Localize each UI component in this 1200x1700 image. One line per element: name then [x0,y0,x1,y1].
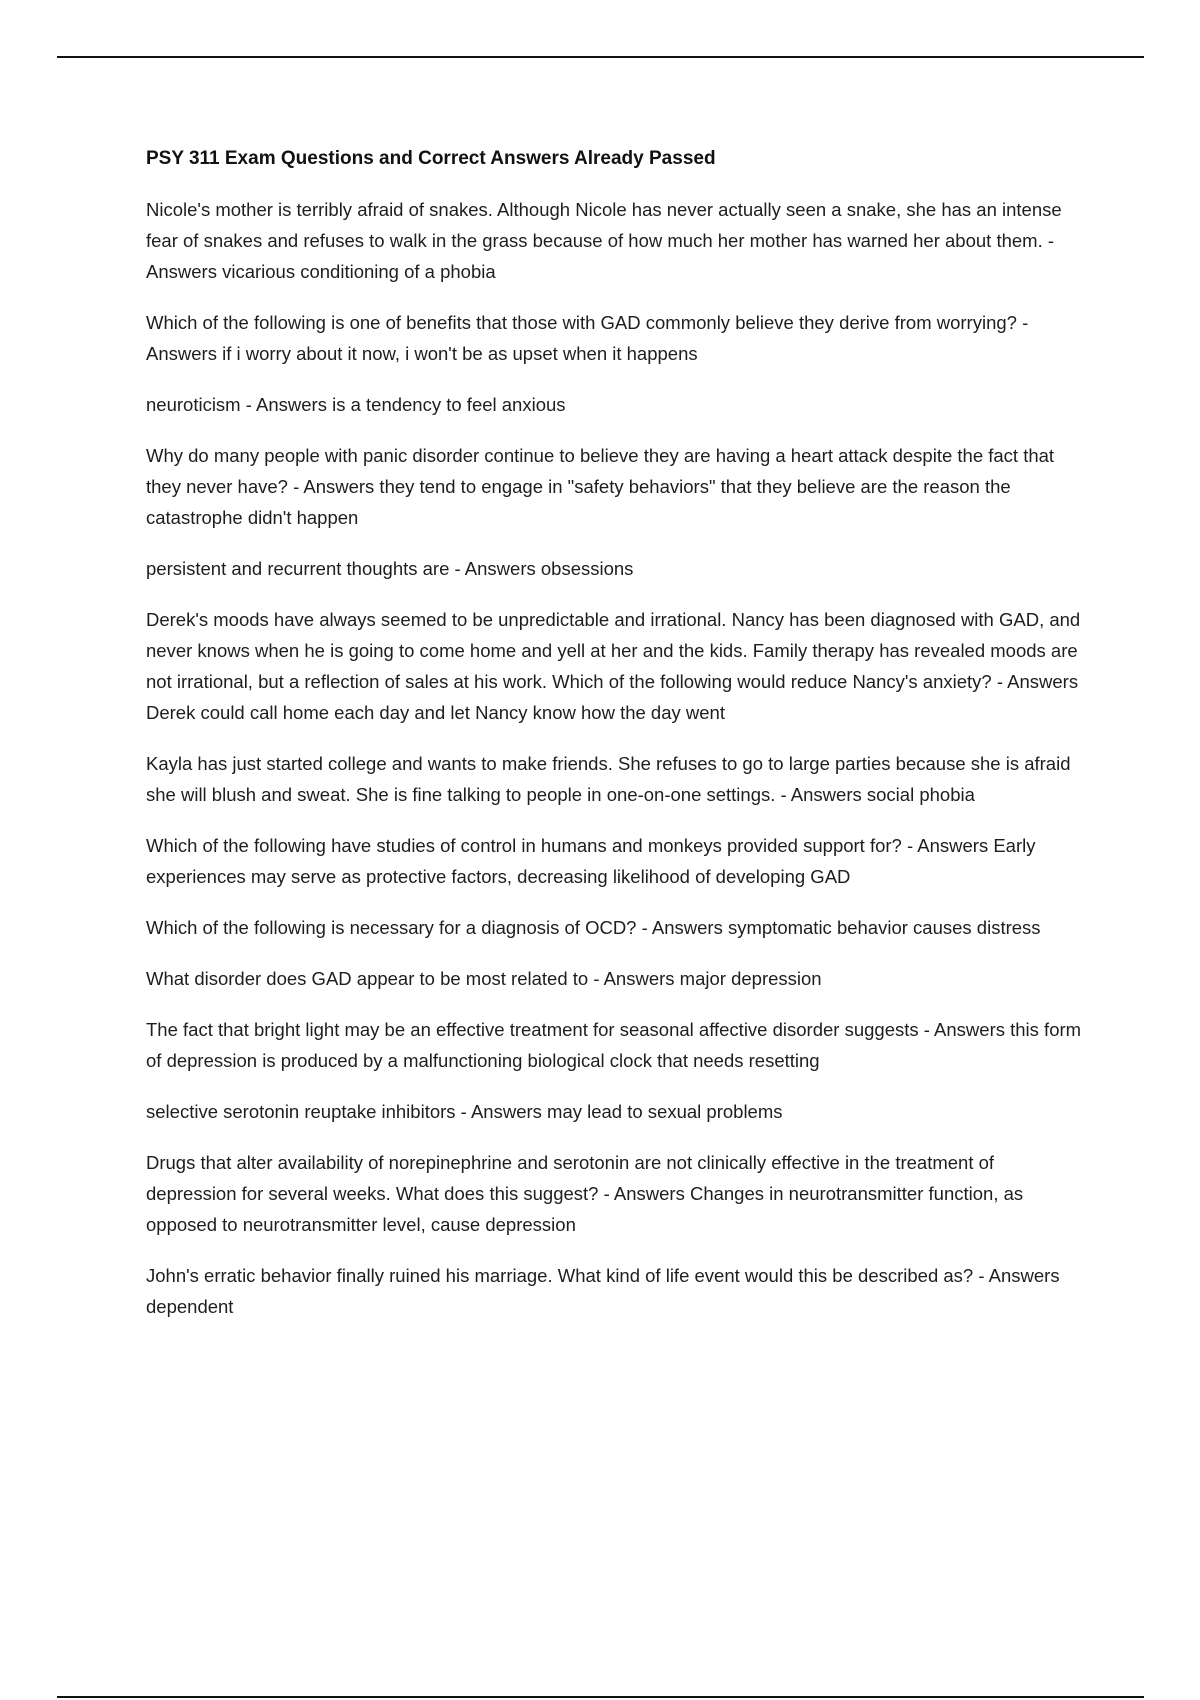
qa-item: John's erratic behavior finally ruined his marriage. What kind of life event would this be described as? - Answers dependent [146,1265,1060,1317]
qa-item: Which of the following have studies of control in humans and monkeys provided support for? - Answers Early experiences may serve as protective factors, decreasing likelihood of developing GAD [146,835,1036,887]
document-title: PSY 311 Exam Questions and Correct Answers Already Passed [146,148,716,169]
qa-item: Derek's moods have always seemed to be unpredictable and irrational. Nancy has been diagnosed with GAD, and never knows when he is going to come home and yell at her and the kids. Family therapy has revealed moods are not irrational, but a reflection of sales at his work. Which of the following would reduce Nancy's anxiety? - Answers Derek could call home each day and let Nancy know how the day went [146,609,1081,723]
qa-item: Kayla has just started college and wants to make friends. She refuses to go to large parties because she is afraid she will blush and sweat. She is fine talking to people in one-on-one settings. - Answers social phobia [146,753,1071,805]
qa-item: selective serotonin reuptake inhibitors - Answers may lead to sexual problems [146,1101,783,1122]
qa-item: neuroticism - Answers is a tendency to feel anxious [146,394,566,415]
qa-item: persistent and recurrent thoughts are - Answers obsessions [146,558,634,579]
qa-item: Which of the following is one of benefits that those with GAD commonly believe they derive from worrying? - Answers if i worry about it now, i won't be as upset when it happens [146,312,1029,364]
qa-item: Drugs that alter availability of norepinephrine and serotonin are not clinically effective in the treatment of depression for several weeks. What does this suggest? - Answers Changes in neurotransmitter function, as opposed to neurotransmitter level, cause depression [146,1152,1024,1235]
qa-item: Why do many people with panic disorder continue to believe they are having a heart attack despite the fact that they never have? - Answers they tend to engage in "safety behaviors" that they believe are the reason the catastrophe didn't happen [146,445,1055,528]
qa-item: Nicole's mother is terribly afraid of snakes. Although Nicole has never actually seen a snake, she has an intense fear of snakes and refuses to walk in the grass because of how much her mother has warned her about them. - Answers vicarious conditioning of a phobia [146,199,1062,282]
qa-item: The fact that bright light may be an effective treatment for seasonal affective disorder suggests - Answers this form of depression is produced by a malfunctioning biological clock that needs resetting [146,1019,1082,1071]
qa-item: What disorder does GAD appear to be most related to - Answers major depression [146,968,822,989]
qa-item: Which of the following is necessary for a diagnosis of OCD? - Answers symptomatic behavior causes distress [146,917,1041,938]
header-rule [57,56,1144,58]
footer-rule [57,1696,1144,1698]
document-body [146,145,1086,1342]
